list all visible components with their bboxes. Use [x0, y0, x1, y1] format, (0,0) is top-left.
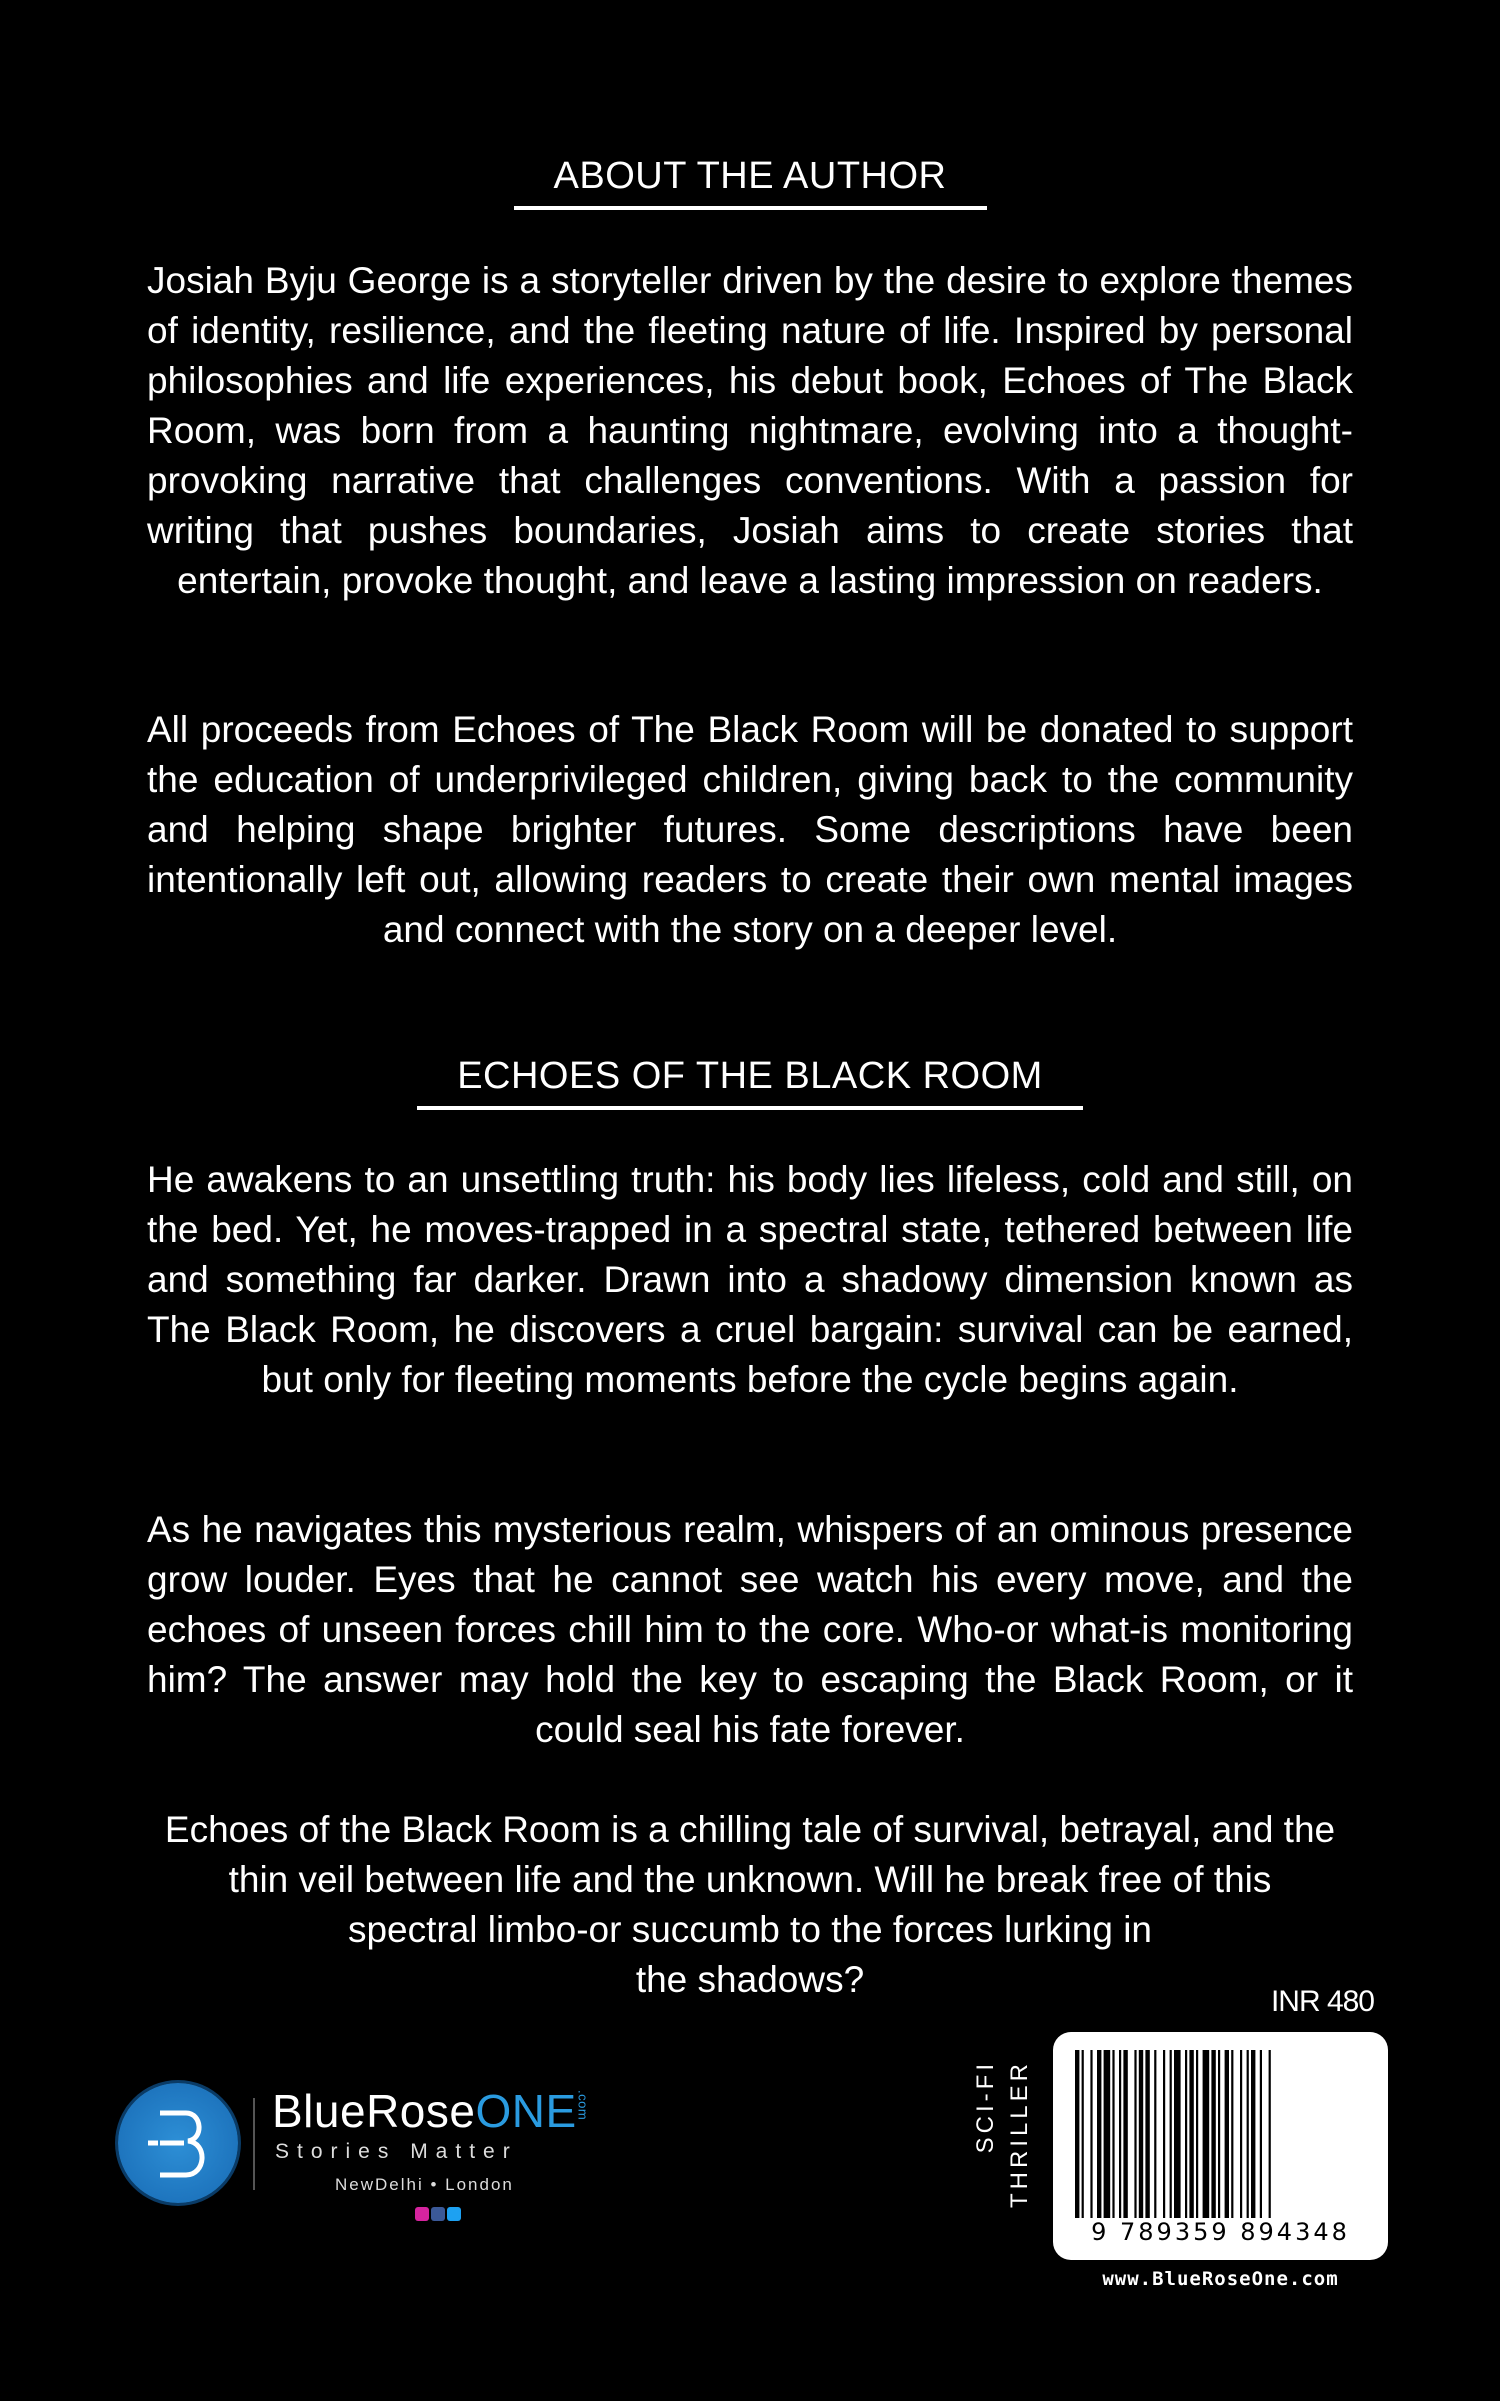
synopsis-paragraph-1: He awakens to an unsettling truth: his body lies lifeless, cold and still, on the bed. Yet, he moves-trapped in a spectral state, tethered between life and something far darker. Drawn into a shadowy dimension known as The Black Room, he discovers a cruel bargain: survival can be earned, but only for fleeting moments before the cycle begins again.	[147, 1159, 1353, 1400]
publisher-cities: NewDelhi • London	[335, 2175, 514, 2194]
instagram-icon	[415, 2207, 429, 2221]
publisher-tagline: Stories Matter	[275, 2140, 518, 2163]
synopsis-line: Echoes of the Black Room is a chilling tale of survival, betrayal, and the	[164, 1809, 1336, 1850]
genre-line-2: THRILLER	[1006, 2060, 1033, 2209]
genre-line-1: SCI-FI	[972, 2060, 999, 2154]
synopsis-heading: ECHOES OF THE BLACK ROOM	[0, 1055, 1500, 1110]
synopsis-line: thin veil between life and the unknown. Will he break free of this	[228, 1859, 1272, 1900]
about-paragraph-2: All proceeds from Echoes of The Black Room will be donated to support the education of underprivileged children, giving back to the community and helping shape brighter futures. Some descriptions have been intentionally left out, allowing readers to create their own mental images and connect with the story on a deeper level.	[147, 709, 1353, 950]
social-icons	[415, 2207, 461, 2221]
twitter-icon	[447, 2207, 461, 2221]
synopsis-paragraph-3	[147, 1805, 1353, 2005]
website-url: www.BlueRoseOne.com	[1102, 2268, 1339, 2290]
isbn-number: 9 789359 894348	[1091, 2218, 1350, 2246]
about-paragraph-1: Josiah Byju George is a storyteller driven by the desire to explore themes of identity, resilience, and the fleeting nature of life. Inspired by personal philosophies and life experiences, his debut book, Echoes of The Black Room, was born from a haunting nightmare, evolving into a thought-provoking narrative that challenges conventions. With a passion for writing that pushes boundaries, Josiah aims to create stories that entertain, provoke thought, and leave a lasting impression on readers.	[147, 260, 1353, 601]
genre-label	[970, 2060, 1040, 2260]
price-label: INR 480	[1270, 1985, 1374, 2018]
synopsis-line: spectral limbo-or succumb to the forces lurking in	[347, 1909, 1153, 1950]
publisher-name: BlueRoseONE .com	[272, 2085, 591, 2137]
facebook-icon	[431, 2207, 445, 2221]
publisher-logo-icon	[118, 2083, 238, 2203]
barcode-bars	[1075, 2050, 1366, 2218]
logo-divider	[253, 2098, 255, 2190]
barcode	[1053, 2032, 1388, 2260]
about-heading: ABOUT THE AUTHOR	[0, 155, 1500, 210]
synopsis-paragraph-2: As he navigates this mysterious realm, whispers of an ominous presence grow louder. Eyes that he cannot see watch his every move, and the echoes of unseen forces chill him to the core. Who-or what-is monitoring him? The answer may hold the key to escaping the Black Room, or it could seal his fate forever.	[147, 1509, 1353, 1750]
synopsis-line: the shadows?	[635, 1959, 865, 2000]
